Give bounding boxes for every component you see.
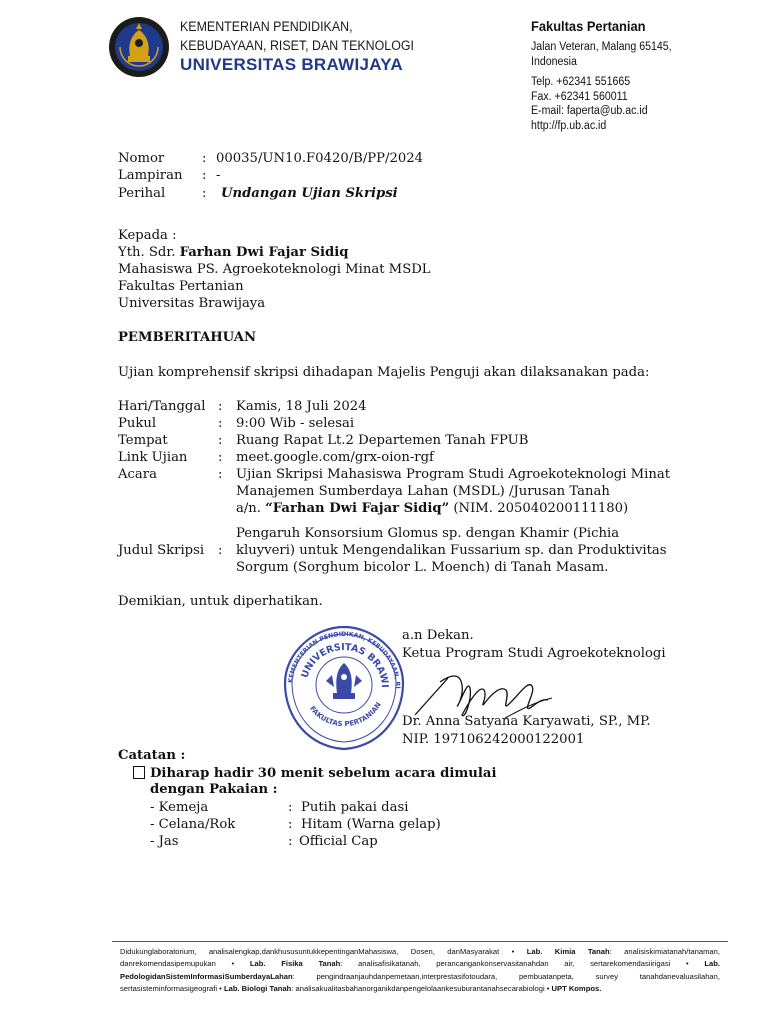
email-link[interactable]: E-mail: faperta@ub.ac.id [531,105,648,117]
notice-heading: PEMBERITAHUAN [118,330,257,345]
ministry-line-1: KEMENTERIAN PENDIDIKAN, [180,19,353,34]
notes-line-2: dengan Pakaian : [150,782,278,797]
detail-value [236,466,670,517]
checkbox-icon [133,766,145,779]
detail-label: Hari/Tanggal [118,399,206,414]
intro-text: Ujian komprehensif skripsi dihadapan Majelis Penguji akan dilaksanakan pada: [118,365,650,380]
footer-lab: Lab. Biologi Tanah [223,983,292,993]
closing-text: Demikian, untuk diperhatikan. [118,594,323,609]
svg-text:FAKULTAS PERTANIAN [308,701,383,728]
acara-student-name: “Farhan Dwi Fajar Sidiq” [265,501,450,516]
meta-value: - [216,168,221,183]
footer-part: Didukunglaboratorium, analisalengkap,dankhususuntukkepentinganMahasiswa, Dosen, danMasyarakat • [120,947,527,956]
detail-label: Link Ujian [118,450,188,465]
address-line: Indonesia [531,55,577,68]
stamp-university-text: UNIVERSITAS BRAWI [299,641,391,689]
dress-value: Hitam (Warna gelap) [301,817,441,832]
stamp-outer-text: KEMENTERIAN PENDIDIKAN, KEBUDAYAAN, RI [287,630,402,689]
recipient-label: Kepada : [118,228,177,243]
detail-label: Pukul [118,416,157,431]
detail-label: Judul Skripsi [118,543,205,558]
faculty-name: Fakultas Pertanian [531,18,646,34]
phone: Telp. +62341 551665 [531,76,631,88]
fax: Fax. +62341 560011 [531,90,628,103]
footer-lab: Lab. Fisika Tanah [249,959,341,969]
footer-lab: Lab. Kimia Tanah [526,947,610,956]
detail-value: Ruang Rapat Lt.2 Departemen Tanah FPUB [236,433,529,448]
detail-label: Tempat [118,433,168,448]
thesis-title [236,525,667,576]
acara-nim: (NIM. 205040200111180) [449,501,629,516]
notes-title: Catatan : [118,748,186,763]
signature-an: a.n Dekan. [402,628,474,643]
ministry-name [180,17,414,55]
ministry-line-2: KEBUDAYAAN, RISET, DAN TEKNOLOGI [180,38,414,53]
recipient-line: Fakultas Pertanian [118,279,244,294]
notes-line-1 [133,765,496,782]
dress-label: - Kemeja [150,800,209,815]
meta-label: Nomor [118,151,165,166]
detail-label: Acara [118,467,157,482]
faculty-stamp [279,623,409,753]
university-name: UNIVERSITAS BRAWIJAYA [180,55,403,74]
signature-title: Ketua Program Studi Agroekoteknologi [402,646,666,661]
recipient-name-line [118,244,348,261]
footer-part: : pengindraanjauhdanpemetaan,interprestasifotoudara, pembuatanpeta, survey tanahdanevaluasilahan, sertasisteminformasigeografi • [120,971,720,993]
footer-part: : analisakualitasbahanorganikdanpengelolaankesuburantanahsecarabiologi • [291,983,552,993]
thesis-title-line: Sorgum (Sorghum bicolor L. Moench) di Tanah Masam. [236,560,609,575]
detail-value: 9:00 Wib - selesai [236,416,355,431]
address-line: Jalan Veteran, Malang 65145, [531,41,672,53]
detail-value: Kamis, 18 Juli 2024 [236,399,367,414]
acara-prefix: a/n. [236,501,266,516]
thesis-title-line: Pengaruh Konsorsium Glomus sp. dengan Khamir (Pichia [236,526,620,541]
footer-text [120,946,720,995]
meeting-link[interactable]: meet.google.com/grx-oion-rgf [236,450,434,465]
meta-value: 00035/UN10.F0420/B/PP/2024 [216,151,424,166]
footer-part: : analisiskimiatanah/tanaman, danrekomendasipemupukan • [120,947,720,969]
recipient-name: Farhan Dwi Fajar Sidiq [179,245,349,260]
recipient-line: Mahasiswa PS. Agroekoteknologi Minat MSDL [118,262,431,277]
acara-text: Ujian Skripsi Mahasiswa Program Studi Agroekoteknologi Minat Manajemen Sumberdaya Lahan (MSDL) /Jurusan Tanah [236,467,670,499]
notes-line-1-text: Diharap hadir 30 menit sebelum acara dimulai [150,766,497,781]
meta-label: Lampiran [118,168,183,183]
dress-value: Official Cap [299,834,378,849]
meta-value: Undangan Ujian Skripsi [221,186,398,201]
dress-label: - Celana/Rok [150,817,236,832]
stamp-faculty-text: FAKULTAS PERTANIAN [308,700,383,729]
footer-lab: UPT Kompos. [551,983,602,993]
footer-lab: Lab. PedologidanSistemInformasiSumberdayaLahan [120,959,721,981]
recipient-prefix: Yth. Sdr. [118,245,180,260]
website-link[interactable]: http://fp.ub.ac.id [531,119,607,132]
dress-label: - Jas [150,834,179,849]
thesis-title-line: kluyveri) untuk Mengendalikan Fussarium sp. dan Produktivitas [236,543,667,558]
recipient-line: Universitas Brawijaya [118,296,266,311]
dress-value: Putih pakai dasi [301,800,409,815]
university-logo [108,16,170,78]
footer-divider [112,941,728,942]
signer-nip: NIP. 197106242000122001 [402,732,585,747]
faculty-address [531,40,672,133]
footer-part: : analisafisikatanah, perancangankonservasitanahdan air, sertarekomendasiirigasi • [340,959,705,969]
signer-name: Dr. Anna Satyana Karyawati, SP., MP. [402,714,651,729]
meta-label: Perihal [118,186,166,201]
